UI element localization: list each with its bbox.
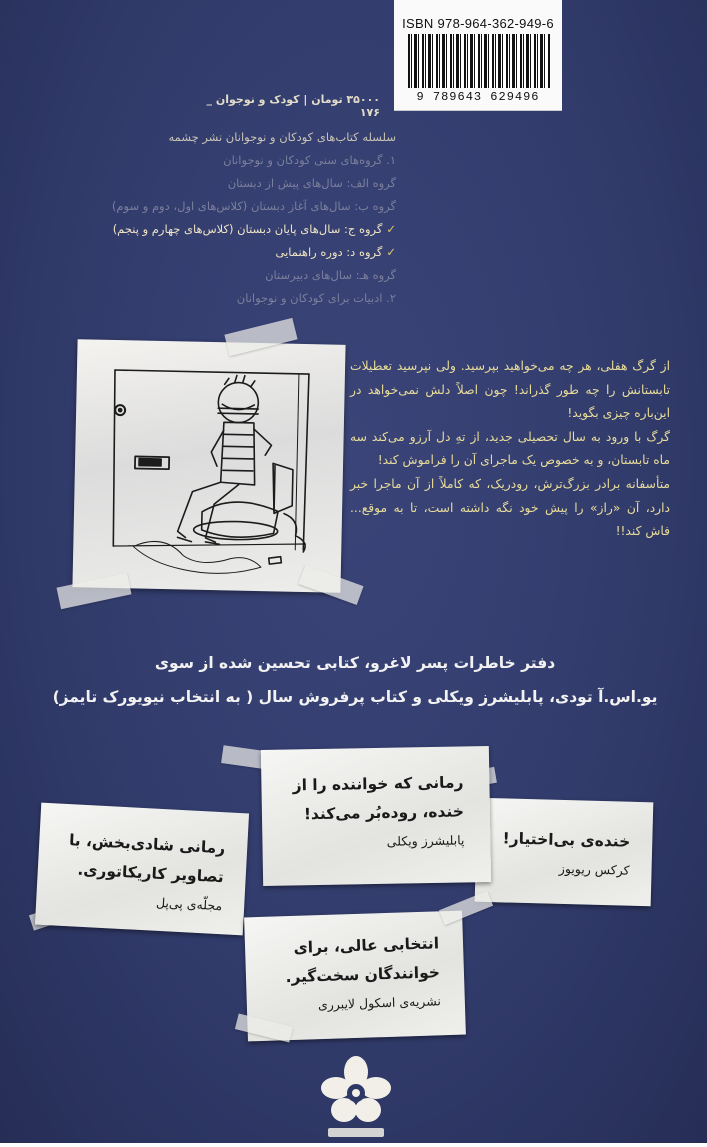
cartoon-illustration bbox=[72, 339, 345, 593]
review-source: پابلیشرز ویکلی bbox=[386, 832, 465, 849]
series-row: گروه هـ: سال‌های دبیرستان bbox=[265, 268, 396, 282]
series-row: ۲. ادبیات برای کودکان و نوجوانان bbox=[236, 291, 396, 305]
check-icon: ✓ bbox=[386, 222, 396, 236]
book-description bbox=[350, 355, 670, 544]
review-source: مجلّه‌ی پی‌پل bbox=[155, 894, 223, 914]
price-line: ۳۵۰۰۰ تومان | کودک و نوجوان _ ۱۷۶ bbox=[206, 93, 380, 119]
isbn-label: ISBN 978-964-362-949-6 bbox=[402, 16, 554, 31]
award-line: یو.اس.آ تودی، پابلیشرز ویکلی و کتاب پرفروش سال ( به انتخاب نیویورک تایمز) bbox=[52, 688, 658, 706]
series-list bbox=[111, 126, 396, 310]
barcode-panel bbox=[394, 0, 562, 111]
check-icon: ✓ bbox=[386, 245, 396, 259]
review-note bbox=[261, 746, 491, 886]
series-row-checked bbox=[186, 241, 396, 264]
review-note bbox=[475, 798, 654, 907]
series-row: گروه ب: سال‌های آغاز دبستان (کلاس‌های اول، دوم و سوم) bbox=[111, 199, 396, 213]
series-row-label: گروه ج: سال‌های پایان دبستان (کلاس‌های چهارم و پنجم) bbox=[112, 222, 383, 236]
review-quote: انتخابی عالی، برای خوانندگان سخت‌گیر. bbox=[285, 934, 441, 987]
tape-strip bbox=[439, 891, 493, 925]
review-note bbox=[35, 803, 249, 936]
barcode-digits: 9 789643 629496 bbox=[416, 90, 540, 104]
series-row-label: گروه د: دوره راهنمایی bbox=[275, 245, 383, 259]
description-paragraph: متأسفانه برادر بزرگ‌ترش، رودریک، که کاملاً از آن ماجرا خبر دارد، آن «راز» را پیش خود نگه داشته است، تا به موقع... فاش کند!! bbox=[350, 476, 670, 539]
review-note bbox=[244, 911, 466, 1042]
series-title: سلسله کتاب‌های کودکان و نوجوانان نشر چشمه bbox=[168, 130, 396, 144]
publisher-logo bbox=[318, 1052, 394, 1143]
illustration-drawing bbox=[72, 339, 345, 593]
review-quote: خنده‌ی بی‌اختیار! bbox=[502, 829, 631, 851]
award-statement bbox=[40, 646, 670, 714]
review-source: نشریه‌ی اسکول لایبرری bbox=[317, 993, 442, 1013]
series-row: ۱. گروه‌های سنی کودکان و نوجوانان bbox=[223, 153, 396, 167]
review-quote: رمانی که خواننده را از خنده، روده‌بُر می‌کند! bbox=[292, 773, 465, 824]
flower-logo-icon bbox=[318, 1052, 394, 1143]
review-quote: رمانی شادی‌بخش، با تصاویر کاریکاتوری. bbox=[68, 831, 226, 887]
barcode-bars bbox=[408, 34, 550, 88]
series-row: گروه الف: سال‌های پیش از دبستان bbox=[227, 176, 396, 190]
award-line: دفتر خاطرات پسر لاغرو، کتابی تحسین شده از سوی bbox=[154, 654, 556, 672]
description-paragraph: گرگ با ورود به سال تحصیلی جدید، از تهِ دل آرزو می‌کند سه ماه تابستان، و به خصوص یک ماجرای آن را فراموش کند! bbox=[350, 429, 670, 468]
series-row-checked bbox=[112, 218, 396, 241]
description-paragraph: از گرگ هفلی، هر چه می‌خواهید بپرسید. ولی نپرسید تعطیلات تابستانش را چه طور گذراند! چون اصلاً دلش نمی‌خواهد در این‌باره چیزی بگوید! bbox=[350, 359, 670, 421]
review-source: کرکس ریویوز bbox=[558, 860, 630, 878]
